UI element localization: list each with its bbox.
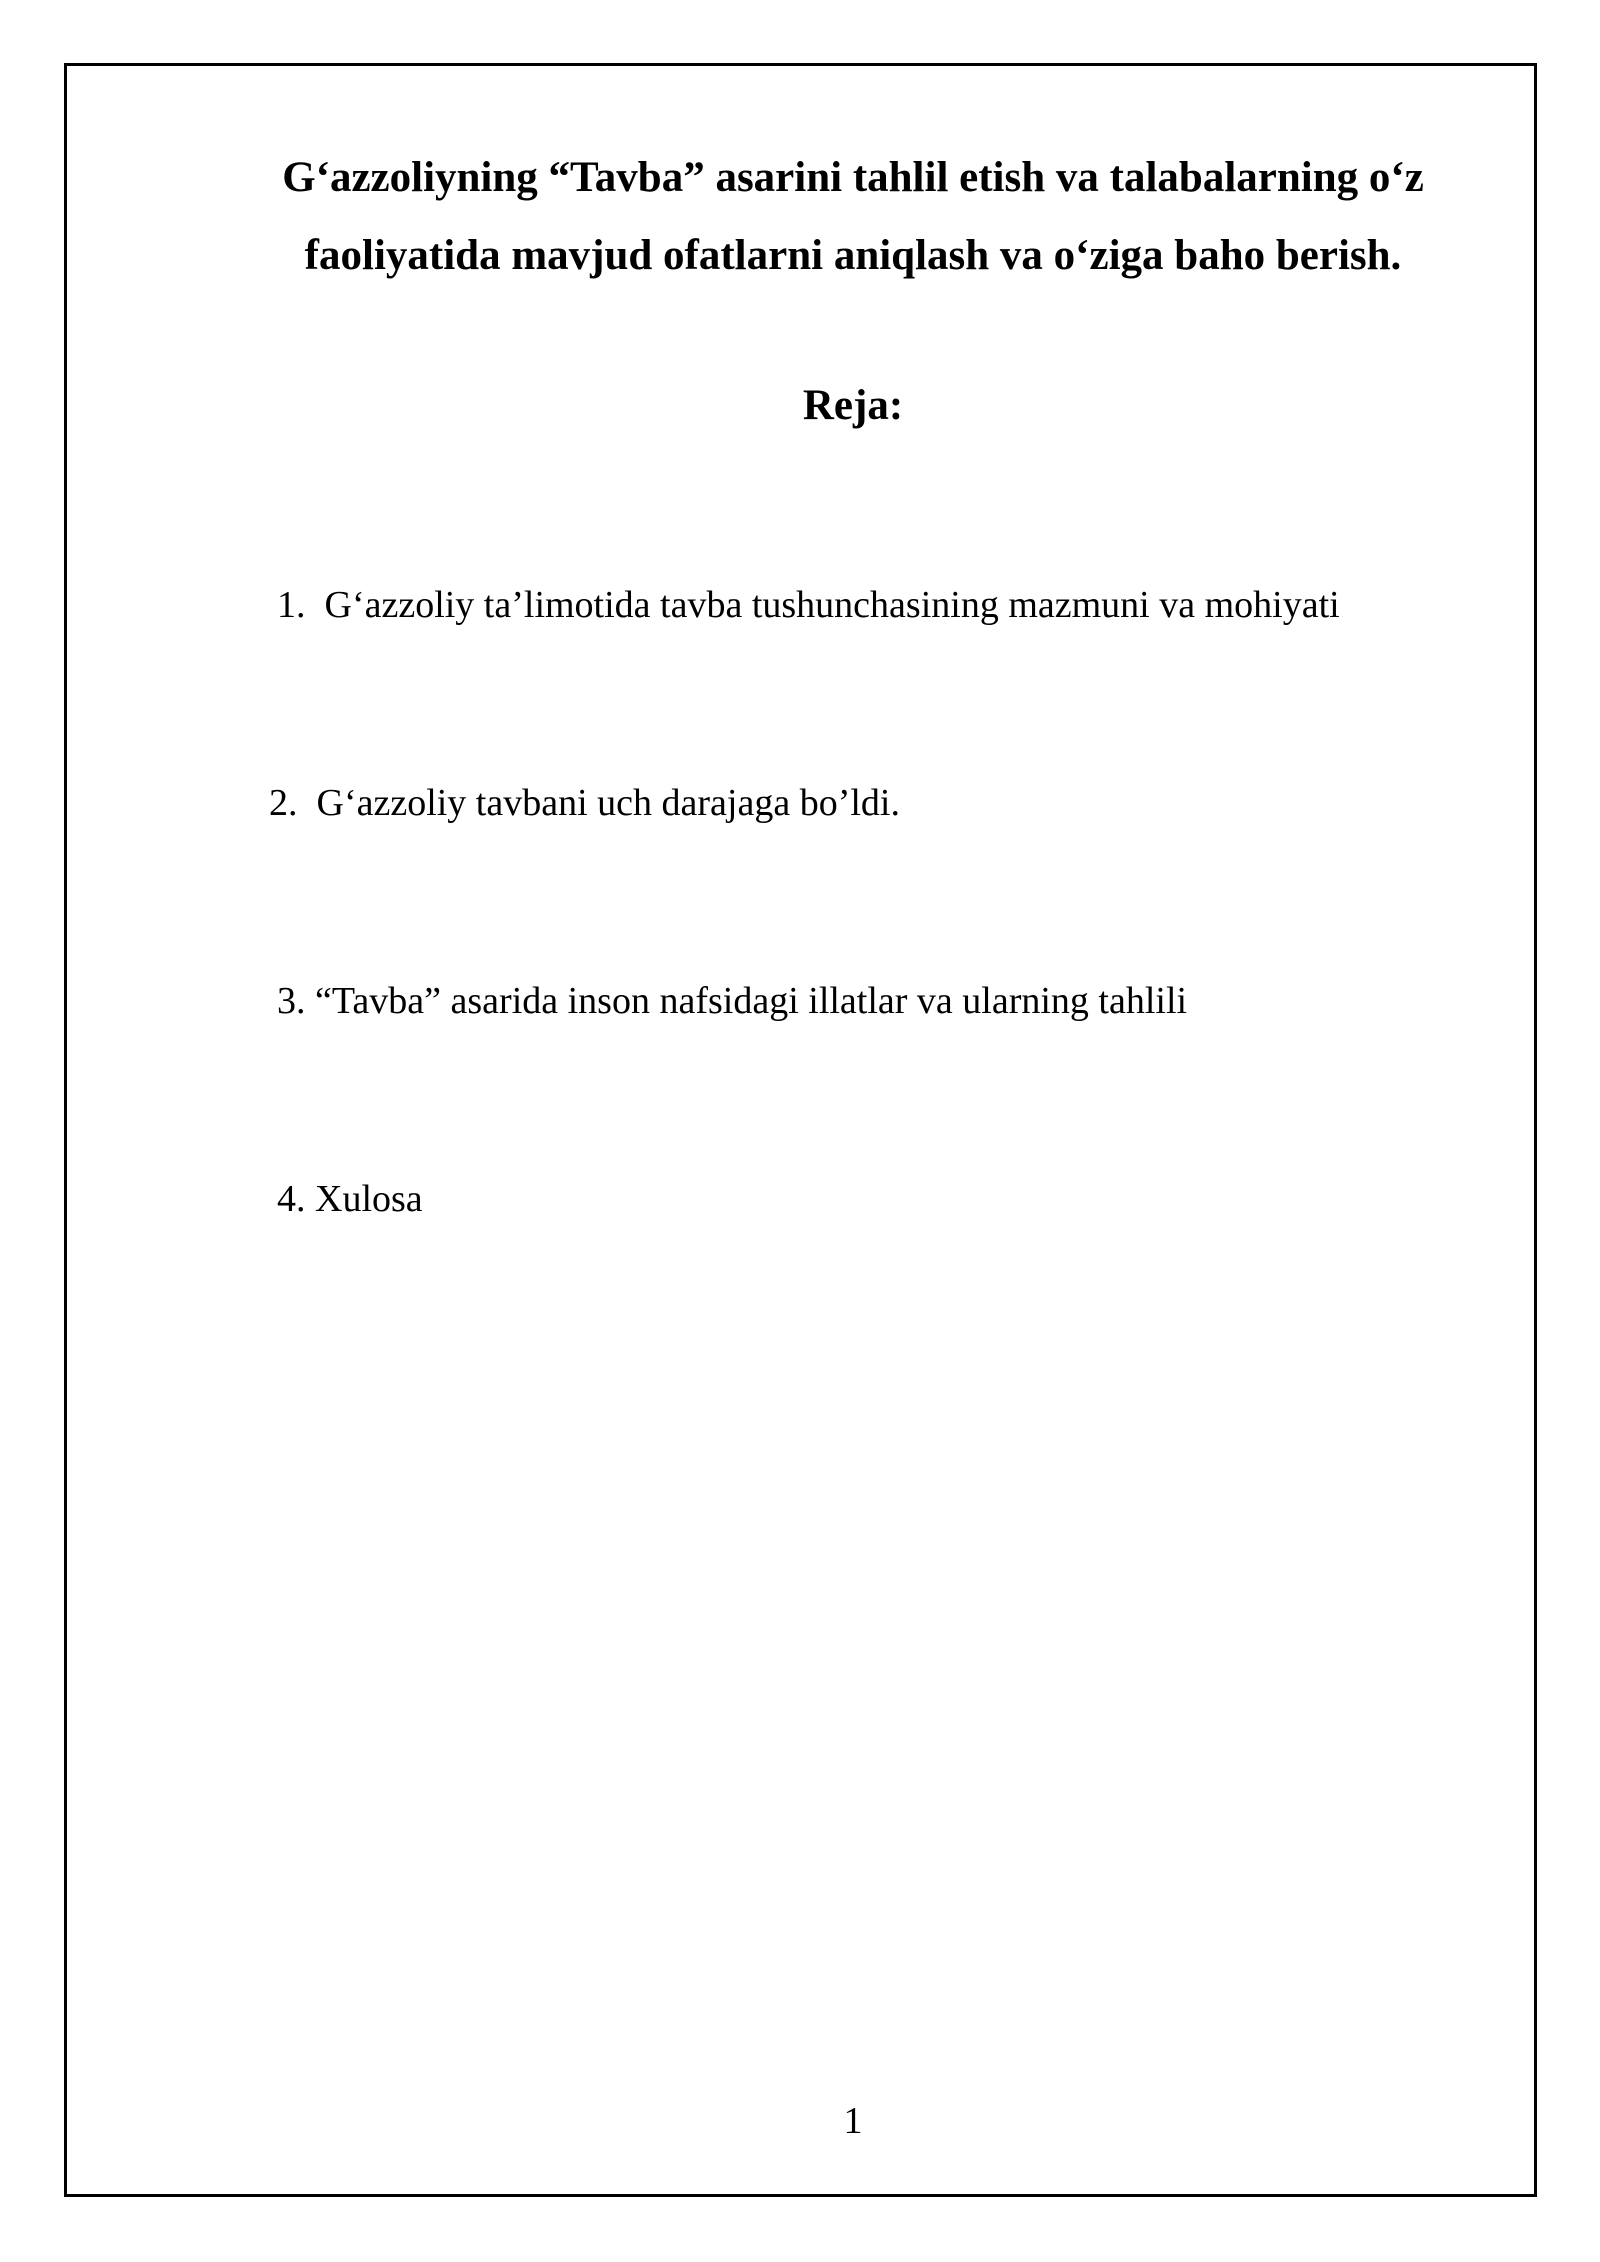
plan-item-2: 2. G‘azzoliy tavbani uch darajaga bo’ldi. xyxy=(269,782,900,824)
plan-list xyxy=(269,440,1340,1298)
page-number: 1 xyxy=(843,2100,863,2142)
plan-item-1: 1. G‘azzoliy ta’limotida tavba tushunchasining mazmuni va mohiyati xyxy=(277,584,1340,626)
document-title-line-2: faoliyatida mavjud ofatlarni aniqlash va o‘ziga baho berish. xyxy=(304,232,1402,279)
document-title xyxy=(170,139,1536,295)
plan-heading: Reja: xyxy=(802,382,904,429)
plan-item-3: 3. “Tavba” asarida inson nafsidagi illatlar va ularning tahlili xyxy=(277,980,1188,1022)
document-title-line-1: G‘azzoliyning “Tavba” asarini tahlil etish va talabalarning o‘z xyxy=(282,154,1424,201)
plan-item-4: 4. Xulosa xyxy=(277,1178,423,1220)
